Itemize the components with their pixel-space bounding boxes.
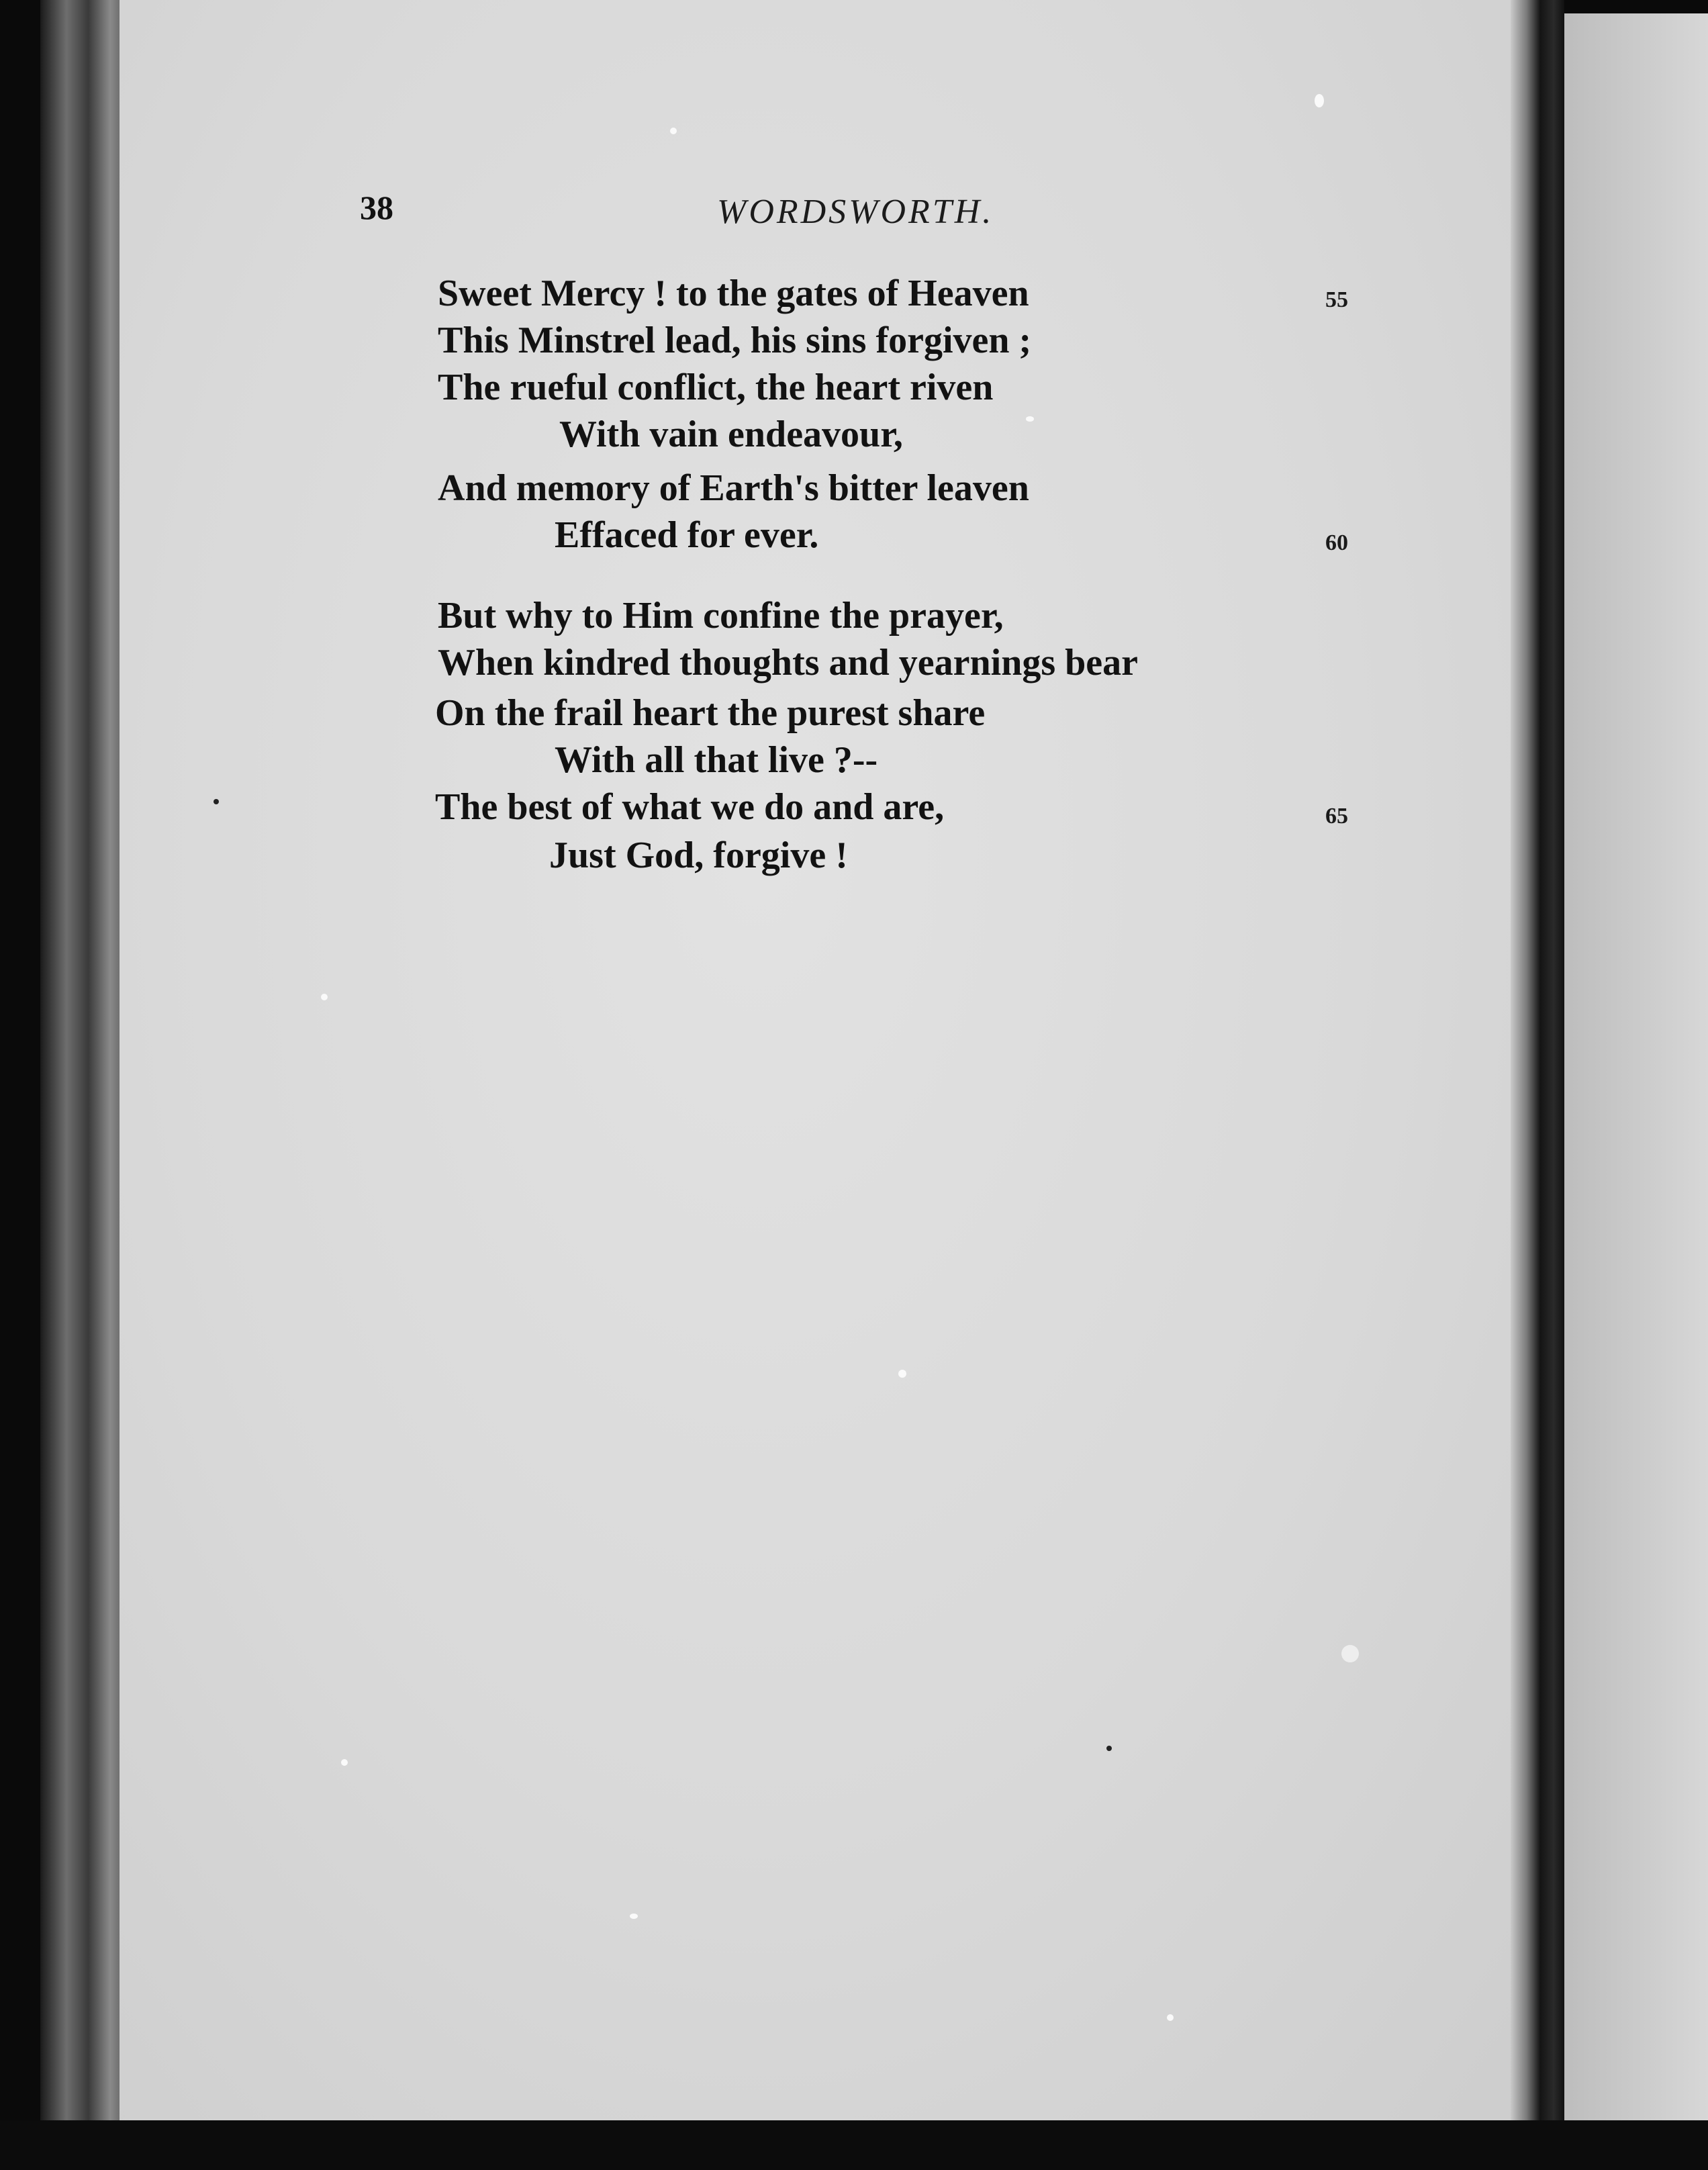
book-page <box>120 0 1536 2122</box>
scan-speck <box>1341 1645 1359 1662</box>
scan-speck <box>321 994 328 1000</box>
scan-speck <box>1026 416 1034 422</box>
scan-speck <box>898 1370 906 1378</box>
poem-line: And memory of Earth's bitter leaven <box>438 467 1029 509</box>
poem-line: The best of what we do and are, <box>435 786 945 828</box>
scan-speck <box>341 1759 348 1766</box>
line-number: 60 <box>1325 530 1348 555</box>
running-head: WORDSWORTH. <box>717 193 994 231</box>
poem-line: When kindred thoughts and yearnings bear <box>438 642 1138 683</box>
scan-bottom-edge <box>0 2120 1708 2170</box>
facing-page-edge <box>1564 13 1708 2122</box>
line-number: 55 <box>1325 287 1348 312</box>
poem-line: But why to Him confine the prayer, <box>438 595 1004 636</box>
poem-line: With all that live ?-- <box>555 739 878 781</box>
poem-line: On the frail heart the purest share <box>435 692 986 734</box>
scan-speck <box>214 799 219 804</box>
line-number: 65 <box>1325 804 1348 829</box>
page-header <box>120 188 1536 242</box>
scan-speck <box>1106 1746 1112 1751</box>
book-gutter <box>1511 0 1564 2170</box>
page-number: 38 <box>360 189 393 226</box>
poem-line: The rueful conflict, the heart riven <box>438 367 994 408</box>
scan-speck <box>1315 94 1324 107</box>
scan-speck <box>1167 2014 1174 2021</box>
poem-line: With vain endeavour, <box>559 414 903 455</box>
book-left-edge <box>40 0 128 2170</box>
poem-line: This Minstrel lead, his sins forgiven ; <box>438 320 1032 361</box>
poem-line: Effaced for ever. <box>555 514 819 556</box>
poem-line: Just God, forgive ! <box>549 835 848 876</box>
scan-speck <box>630 1914 638 1919</box>
scan-speck <box>670 128 677 134</box>
poem-line: Sweet Mercy ! to the gates of Heaven <box>438 273 1029 314</box>
